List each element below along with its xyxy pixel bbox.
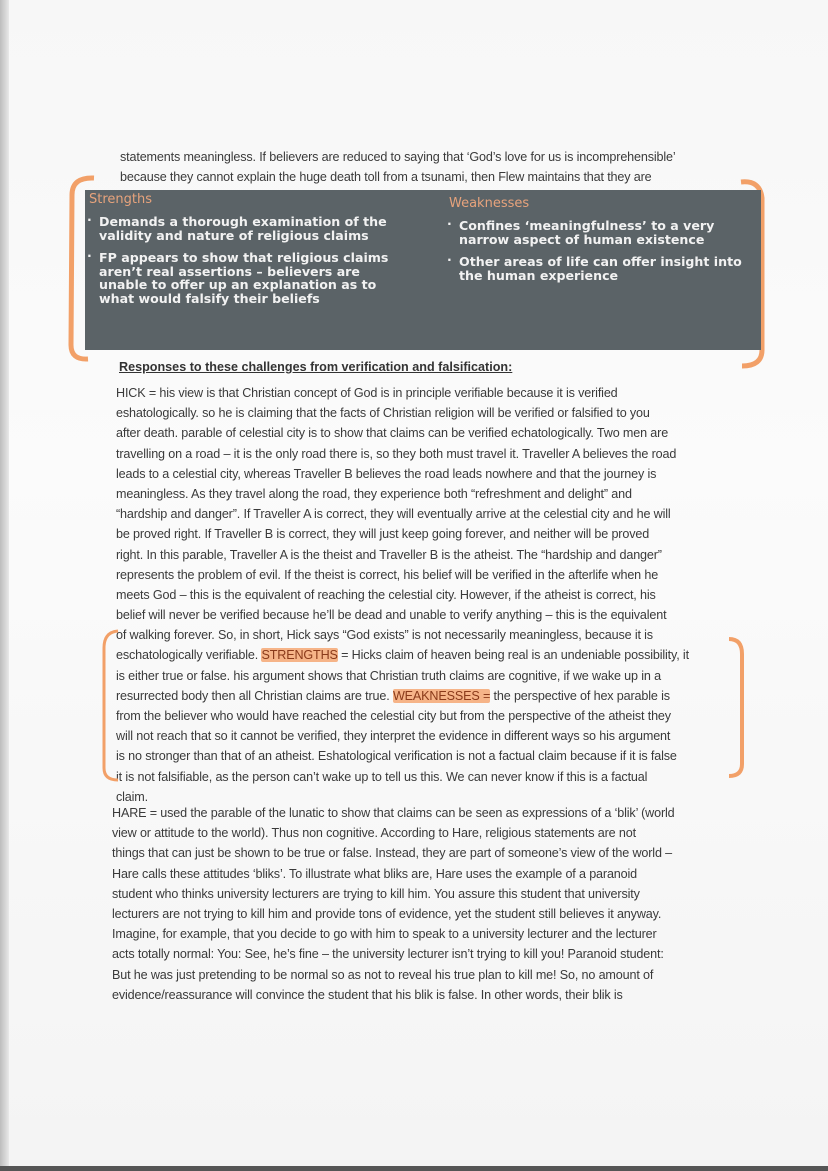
text-line — [116, 645, 689, 665]
page-bottom-edge — [0, 1166, 828, 1171]
bracket-right-bottom — [726, 636, 748, 780]
text-line: But he was just pretending to be normal so as not to reveal his true plan to kill me! So, no amount of — [112, 967, 654, 982]
text-line: be proved right. If Traveller B is correct, they will just keep going forever, and neither will be proved — [116, 527, 650, 542]
text-line: belief will never be verified because he’ll be dead and unable to verify anything – this is the equivalent — [116, 608, 667, 623]
text-line: because they cannot explain the huge death toll from a tsunami, then Flew maintains that they are — [120, 170, 652, 185]
text-line: Hare calls these attitudes ‘bliks’. To illustrate what bliks are, Hare uses the example of a paranoid — [112, 866, 638, 881]
strengths-weaknesses-box — [85, 190, 761, 350]
text-line: student who thinks university lecturers are trying to kill him. You assure this student that university — [112, 886, 640, 901]
text-line: leads to a celestial city, whereas Traveller B believes the road leads nowhere and that the journey is — [116, 466, 657, 481]
text-line: view or attitude to the world). Thus non cognitive. According to Hare, religious statements are not — [112, 826, 636, 841]
strength-item: · FP appears to show that religious claims aren’t real assertions – believers are unable to offer up an explanation as to what would falsify their beliefs — [85, 251, 389, 305]
text-line: will not reach that so it cannot be verified, they interpret the evidence in different ways so his argument — [116, 729, 671, 744]
text-line: lecturers are not trying to kill him and provide tons of evidence, yet the student still believes it anyway. — [112, 906, 662, 921]
text-line: Imagine, for example, that you decide to go with him to speak to a university lecturer and the lecturer — [112, 927, 657, 942]
weakness-item: · Other areas of life can offer insight into the human experience — [445, 255, 759, 282]
strengths-heading: Strengths — [89, 192, 153, 207]
text-line: from the believer who would have reached the celestial city but from the perspective of the atheist they — [116, 709, 671, 723]
text-line: HARE = used the parable of the lunatic to show that claims can be seen as expressions of a ‘blik’ (world — [112, 806, 675, 820]
text-line: acts totally normal: You: See, he’s fine – the university lecturer isn’t trying to kill you! Paranoid student: — [112, 947, 664, 962]
text-line: statements meaningless. If believers are reduced to saying that ‘God’s love for us is incomprehensible’ — [120, 150, 676, 164]
strength-item: · Demands a thorough examination of the validity and nature of religious claims — [85, 215, 409, 242]
text-segment: eschatologically verifiable. — [116, 648, 262, 663]
weaknesses-column — [445, 190, 755, 282]
text-segment: resurrected body then all Christian claims are true. — [116, 688, 393, 703]
text-line: HICK = his view is that Christian concept of God is in principle verifiable because it is verified — [116, 386, 618, 400]
text-line: right. In this parable, Traveller A is the theist and Traveller B is the atheist. The “hardship and danger” — [116, 547, 662, 562]
weaknesses-heading: Weaknesses — [449, 196, 530, 211]
text-line: after death. parable of celestial city is to show that claims can be verified echatologically. Two men are — [116, 426, 669, 441]
hare-paragraph — [112, 803, 675, 1005]
text-segment: = Hicks claim of heaven being real is an undeniable possibility, it — [337, 648, 689, 663]
text-line: claim. — [116, 789, 148, 804]
page-edge-shadow — [0, 0, 9, 1171]
weakness-item: · Confines ‘meaningfulness’ to a very narrow aspect of human existence — [445, 219, 759, 246]
highlighted-text: STRENGTHS — [261, 648, 338, 663]
bracket-left-bottom — [100, 628, 122, 784]
highlighted-text: WEAKNESSES = — [392, 688, 491, 703]
text-segment: the perspective of hex parable is — [490, 688, 670, 703]
text-line: meaningless. As they travel along the road, they experience both “refreshment and delight” and — [116, 486, 632, 501]
text-line: is either true or false. his argument shows that Christian truth claims are cognitive, if we wake up in a — [116, 668, 661, 683]
text-line: eshatologically. so he is claiming that the facts of Christian religion will be verified or falsified to you — [116, 406, 650, 421]
strengths-column — [85, 190, 425, 305]
intro-paragraph — [120, 147, 676, 187]
text-line — [116, 686, 689, 706]
hick-paragraph — [116, 383, 689, 807]
text-line: travelling on a road – it is the only road there is, so they both must travel it. Traveller A believes the road — [116, 446, 677, 461]
text-line: evidence/reassurance will convince the student that his blik is false. In other words, their blik is — [112, 987, 623, 1002]
text-line: meets God – this is the equivalent of reaching the celestial city. However, if the atheist is correct, his — [116, 587, 656, 602]
text-line: of walking forever. So, in short, Hick says “God exists” is not necessarily meaningless, because it is — [116, 628, 653, 643]
text-line: represents the problem of evil. If the theist is correct, his belief will be verified in the afterlife when he — [116, 567, 659, 582]
section-heading: Responses to these challenges from verification and falsification: — [119, 360, 513, 374]
text-line: is no stronger than that of an atheist. Eshatological verification is not a factual claim because if it is false — [116, 749, 677, 764]
text-line: it is not falsifiable, as the person can’t wake up to tell us this. We can never know if this is a factual — [116, 769, 648, 784]
text-line: “hardship and danger”. If Traveller A is correct, they will eventually arrive at the celestial city and he will — [116, 507, 671, 522]
text-line: things that can just be shown to be true or false. Instead, they are part of someone’s view of the world – — [112, 846, 673, 861]
